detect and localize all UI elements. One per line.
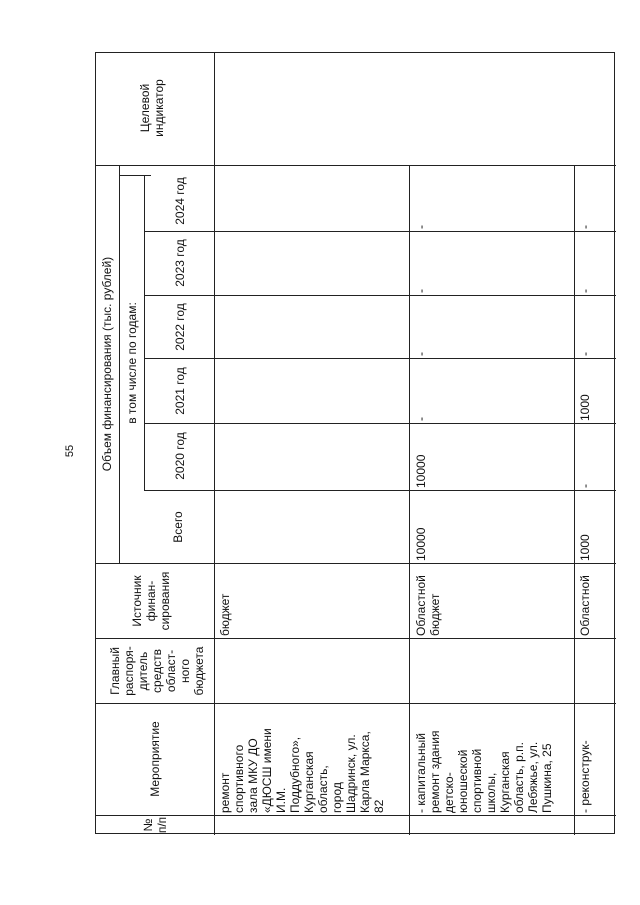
line-admin-boundary [96, 703, 616, 704]
row3-2024: - [578, 225, 592, 229]
financing-table [95, 52, 615, 834]
row2-2022: - [414, 352, 428, 356]
row2-2024: - [414, 225, 428, 229]
line-by-years-bottom [144, 175, 145, 490]
header-year-2020: 2020 год [173, 432, 187, 480]
row1-source: бюджет [218, 593, 232, 636]
header-total: Всего [171, 511, 185, 543]
line-financing-title-bottom [119, 165, 120, 563]
header-number: № п/п [141, 816, 169, 834]
header-admin: Главный распоря- дитель средств област- ного бюджета [108, 646, 206, 696]
header-year-2022: 2022 год [173, 303, 187, 351]
row3-2020: - [578, 484, 592, 488]
row2-2021: - [414, 417, 428, 421]
row2-event: - капитальный ремонт здания детско- юношеской спортивной школы, Курганская область, р.п. Лебяжье, ул. Пушкина, 25 [414, 730, 554, 813]
header-target: Целевой индикатор [138, 79, 166, 137]
line-years-header [119, 175, 151, 176]
row2-source: Областной бюджет [414, 575, 442, 636]
row2-2020: 10000 [414, 454, 428, 488]
header-by-years: в том числе по годам: [125, 302, 139, 424]
row3-event: - реконструк- [578, 740, 592, 813]
row3-2021: 1000 [578, 394, 592, 421]
line-row2-bottom [574, 165, 575, 835]
header-source: Источник финан- сирования [130, 571, 172, 631]
header-year-2023: 2023 год [173, 239, 187, 287]
header-event: Мероприятие [148, 721, 162, 797]
row3-total: 1000 [578, 534, 592, 561]
line-row1-bottom [409, 165, 410, 835]
line-financing-boundary [96, 563, 616, 564]
header-year-2024: 2024 год [173, 177, 187, 225]
line-event-boundary [96, 815, 616, 816]
row2-total: 10000 [414, 527, 428, 561]
row3-2023: - [578, 289, 592, 293]
header-financing-title: Объем финансирования (тыс. рублей) [100, 256, 114, 472]
line-source-boundary [96, 638, 616, 639]
row2-2023: - [414, 289, 428, 293]
line-header-bottom [214, 53, 215, 835]
line-target-boundary [96, 165, 616, 166]
header-year-2021: 2021 год [173, 367, 187, 415]
row3-source: Областной [578, 575, 592, 636]
row3-2022: - [578, 352, 592, 356]
page-number: 55 [64, 444, 77, 458]
row1-event: ремонт спортивного зала МКУ ДО «ДЮСШ имени И.М. Поддубного», Курганская область, город Шадринск, ул. Карла Маркса, 82 [218, 728, 386, 813]
